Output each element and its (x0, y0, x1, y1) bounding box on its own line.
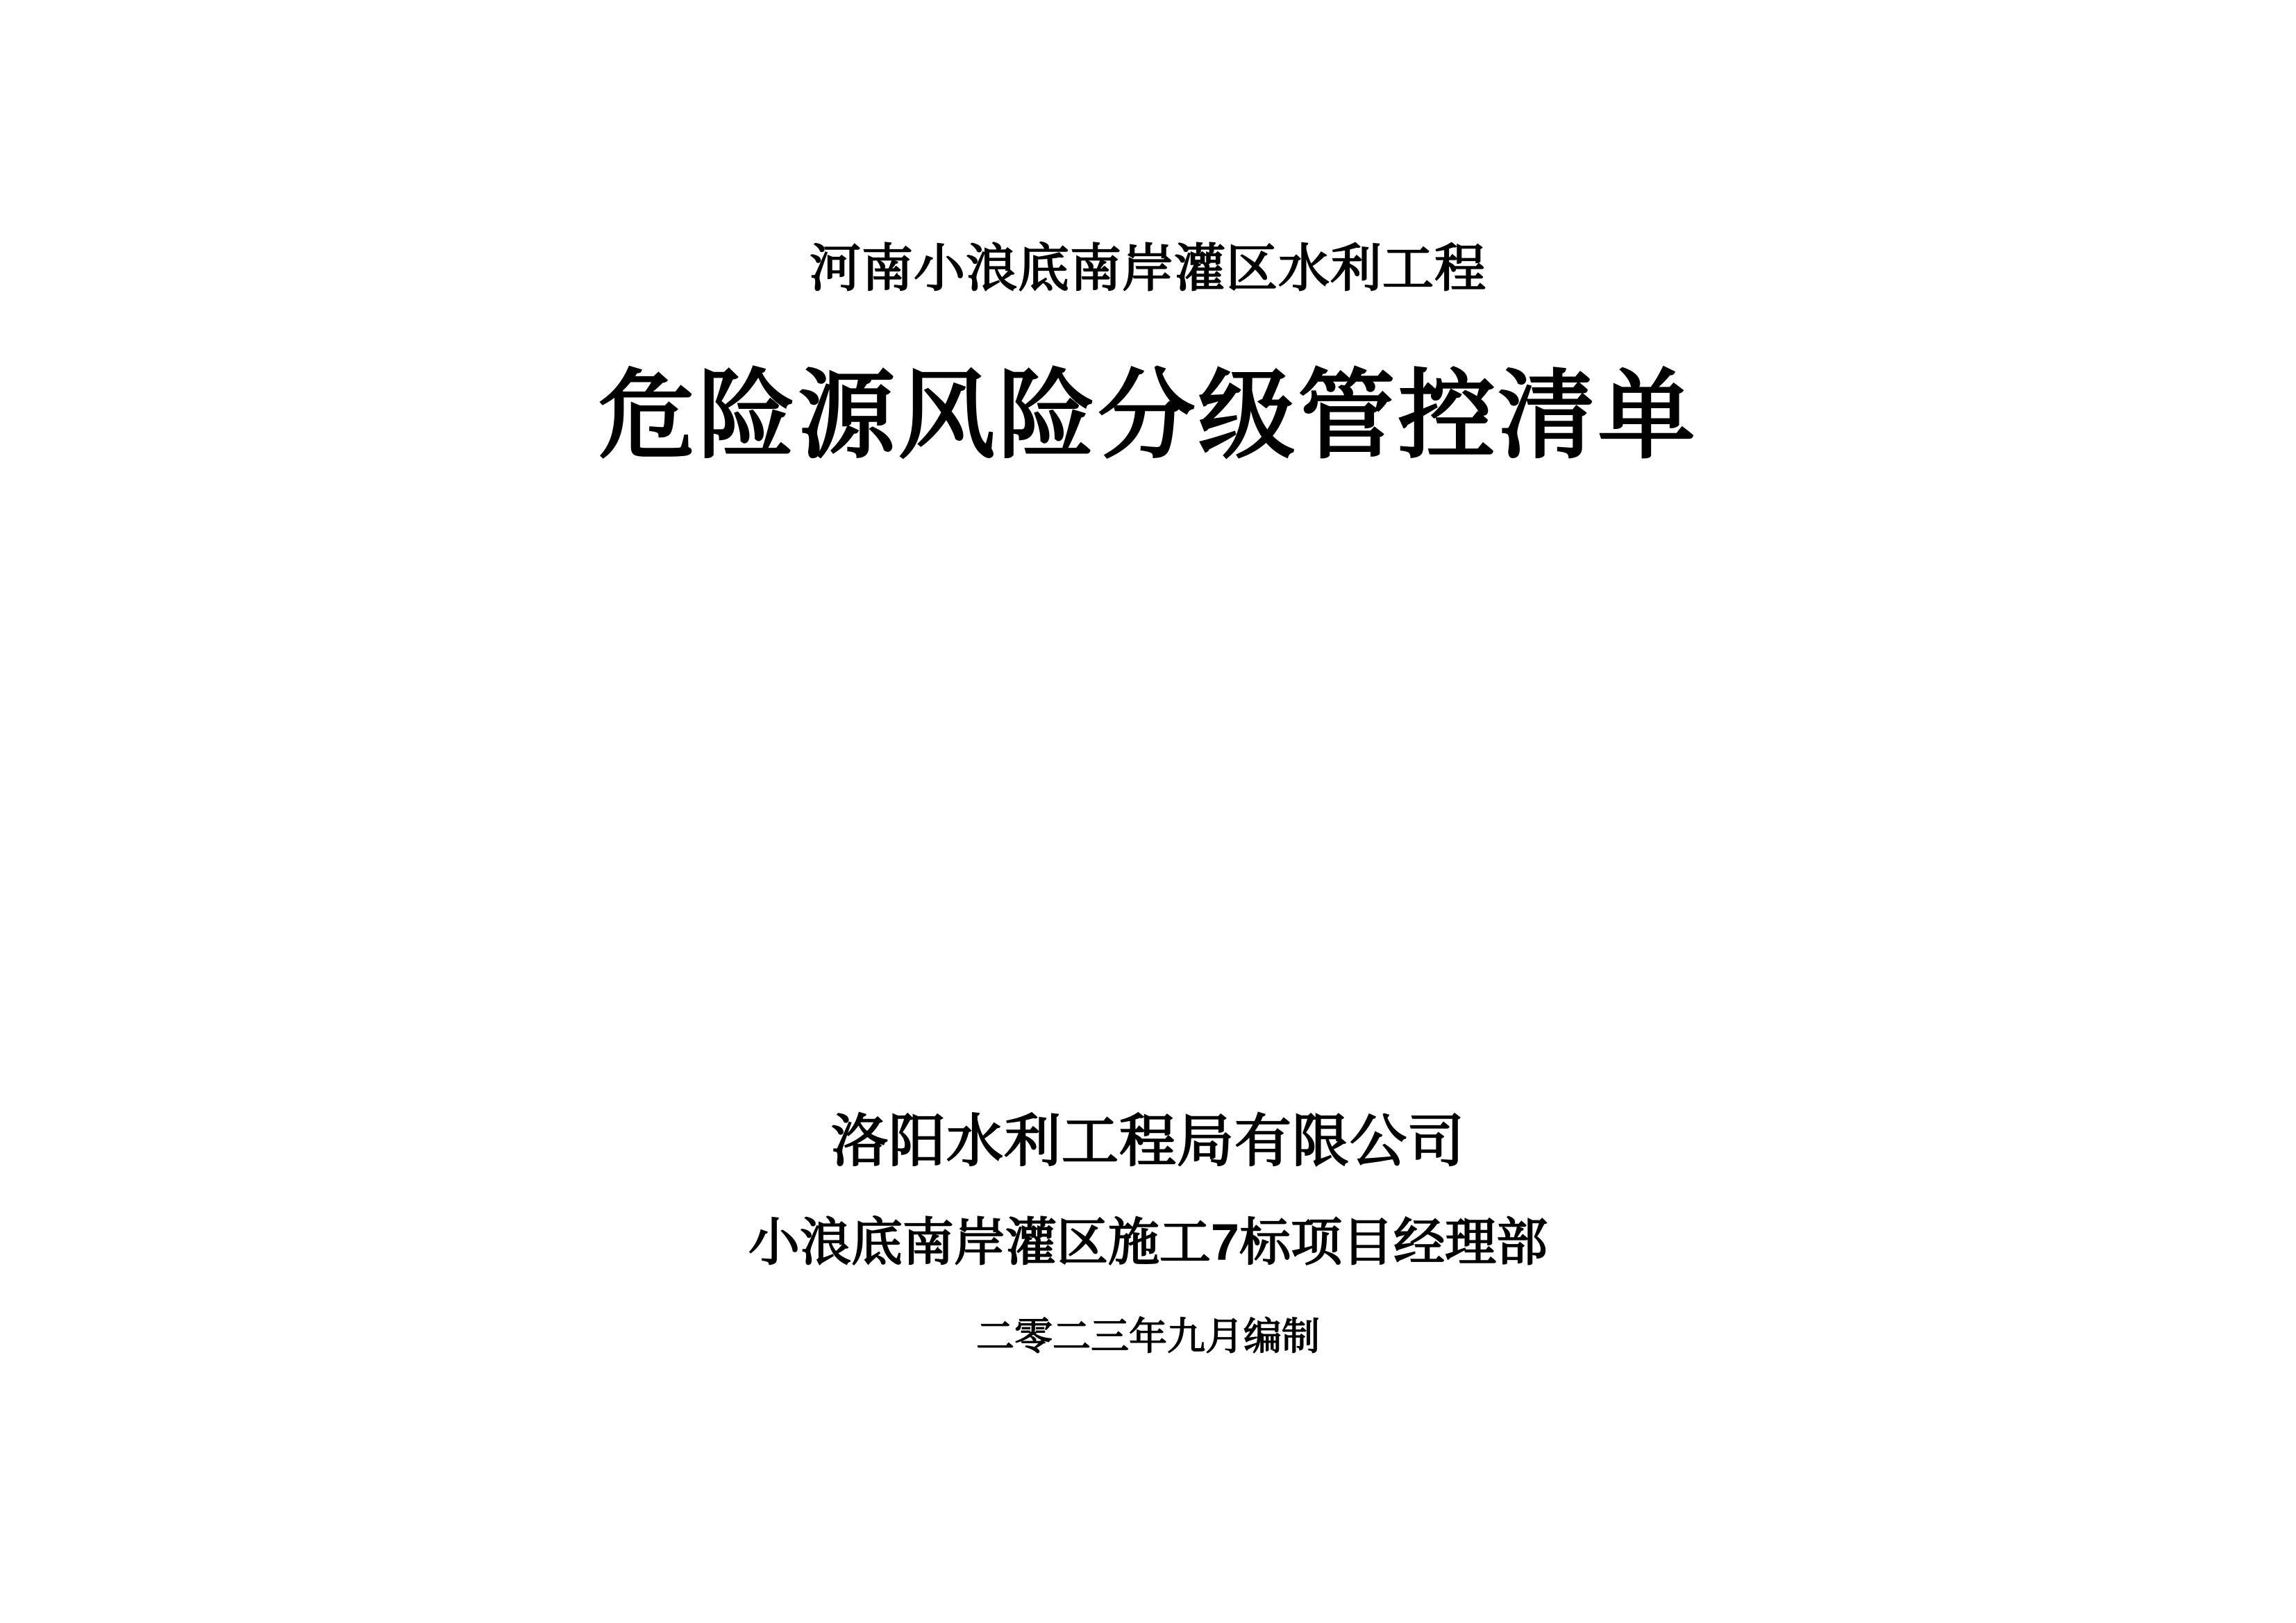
project-subtitle: 河南小浪底南岸灌区水利工程 (810, 241, 1486, 298)
project-department-name: 小浪底南岸灌区施工7标项目经理部 (748, 1213, 1548, 1271)
document-main-title: 危险源风险分级管控清单 (598, 363, 1698, 471)
compilation-date: 二零二三年九月编制 (975, 1315, 1320, 1358)
company-name: 洛阳水利工程局有限公司 (830, 1110, 1465, 1173)
